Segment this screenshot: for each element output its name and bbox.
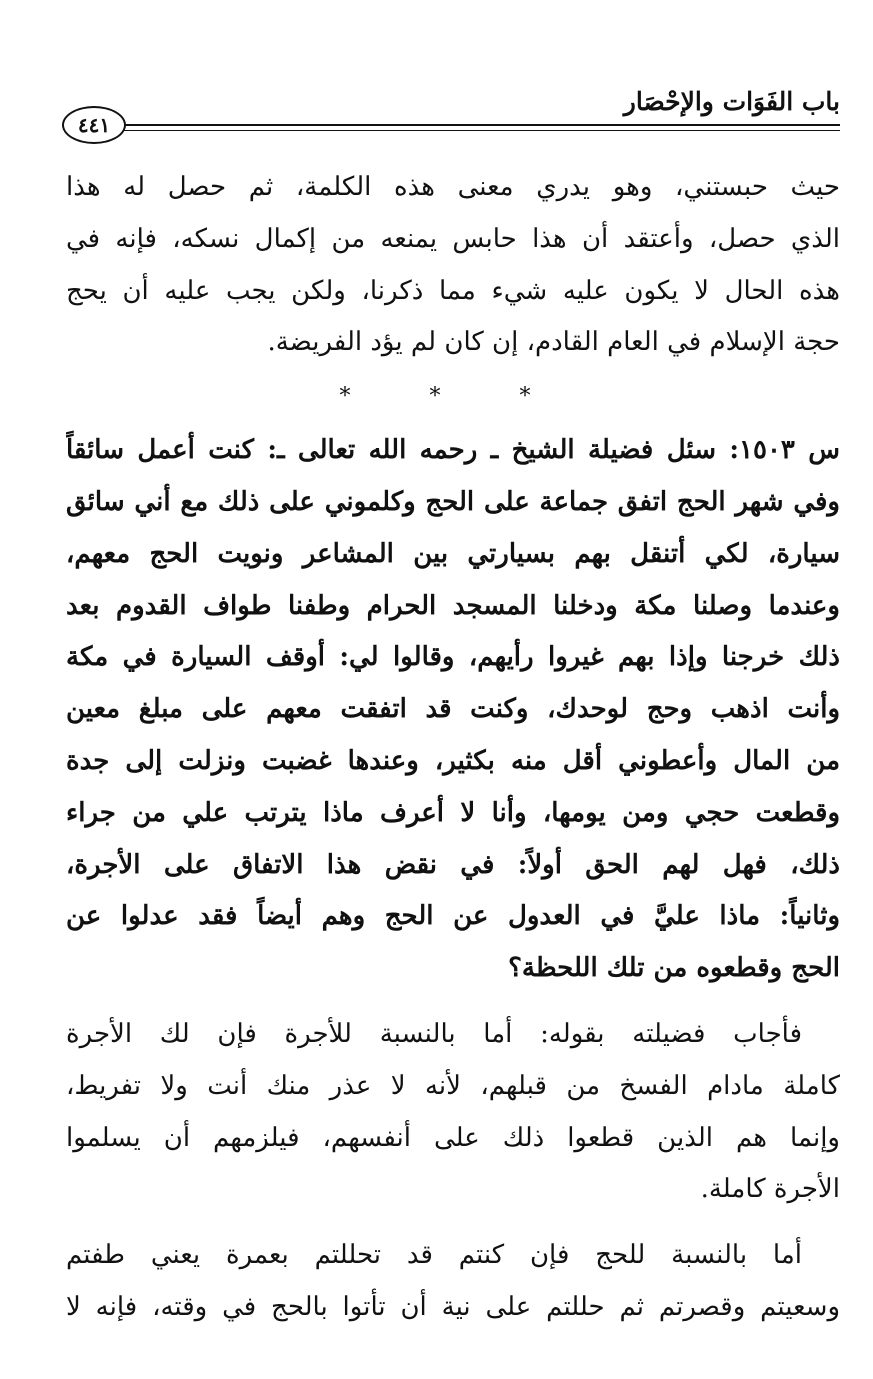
text-line: الحج وقطعوه من تلك اللحظة؟ (508, 953, 840, 984)
chapter-title: باب الفَوَات والإحْصَار (623, 87, 840, 116)
paragraph-continuation (66, 162, 840, 369)
text-line: وقطعت حجي ومن يومها، وأنا لا أعرف ماذا يترتب علي من جراء (66, 797, 840, 828)
text-line: وعندما وصلنا مكة ودخلنا المسجد الحرام وطفنا طواف القدوم بعد (66, 590, 840, 621)
text-line: الذي حصل، وأعتقد أن هذا حابس يمنعه من إكمال نسكه، فإنه في (66, 223, 840, 254)
text-line: وفي شهر الحج اتفق جماعة على الحج وكلموني على ذلك مع أني سائق (66, 486, 840, 517)
paragraph-gap (66, 1216, 840, 1230)
question-block (66, 425, 840, 995)
text-line: وسعيتم وقصرتم ثم حللتم على نية أن تأتوا بالحج في وقته، فإنه لا (66, 1291, 840, 1322)
text-line: ذلك، فهل لهم الحق أولاً: في نقض هذا الاتفاق على الأجرة، (66, 849, 840, 880)
text-line: من المال وأعطوني أقل منه بكثير، وعندها غضبت ونزلت إلى جدة (66, 745, 840, 776)
text-line: الأجرة كاملة. (700, 1174, 840, 1205)
text-line: حجة الإسلام في العام القادم، إن كان لم يؤد الفريضة. (267, 327, 840, 358)
paragraph-gap (66, 995, 840, 1009)
text-line: وإنما هم الذين قطعوا ذلك على أنفسهم، فيلزمهم أن يسلموا (66, 1122, 840, 1153)
text-line: كاملة مادام الفسخ من قبلهم، لأنه لا عذر منك أنت ولا تفريط، (66, 1070, 840, 1101)
question-first-line (66, 425, 840, 477)
text-line: وثانياً: ماذا عليَّ في العدول عن الحج وهم أيضاً فقد عدلوا عن (66, 901, 840, 932)
text-line: ذلك خرجنا وإذا بهم غيروا رأيهم، وقالوا لي: أوقف السيارة في مكة (66, 642, 840, 673)
page-body (66, 162, 840, 1334)
paragraph-hajj (66, 1230, 840, 1334)
text-line: هذه الحال لا يكون عليه شيء مما ذكرنا، ولكن يجب عليه أن يحج (66, 275, 840, 306)
section-separator: * * * (339, 384, 567, 410)
text-line: أما بالنسبة للحج فإن كنتم قد تحللتم بعمرة يعني طفتم (66, 1240, 802, 1271)
text-line: فأجاب فضيلته بقوله: أما بالنسبة للأجرة فإن لك الأجرة (66, 1018, 802, 1049)
answer-block (66, 1009, 840, 1216)
header-rule (124, 124, 840, 131)
page-header (62, 86, 840, 146)
page-number: ٤٤١ (62, 106, 126, 144)
question-number: س ١٥٠٣: (729, 435, 840, 466)
text-line: سيارة، لكي أتنقل بهم بسيارتي بين المشاعر ونويت الحج معهم، (66, 538, 840, 569)
text-line: سئل فضيلة الشيخ ـ رحمه الله تعالى ـ: كنت أعمل سائقاً (66, 435, 717, 466)
text-line: وأنت اذهب وحج لوحدك، وكنت قد اتفقت معهم على مبلغ معين (66, 694, 840, 725)
text-line: حيث حبستني، وهو يدري معنى هذه الكلمة، ثم حصل له هذا (66, 172, 840, 202)
